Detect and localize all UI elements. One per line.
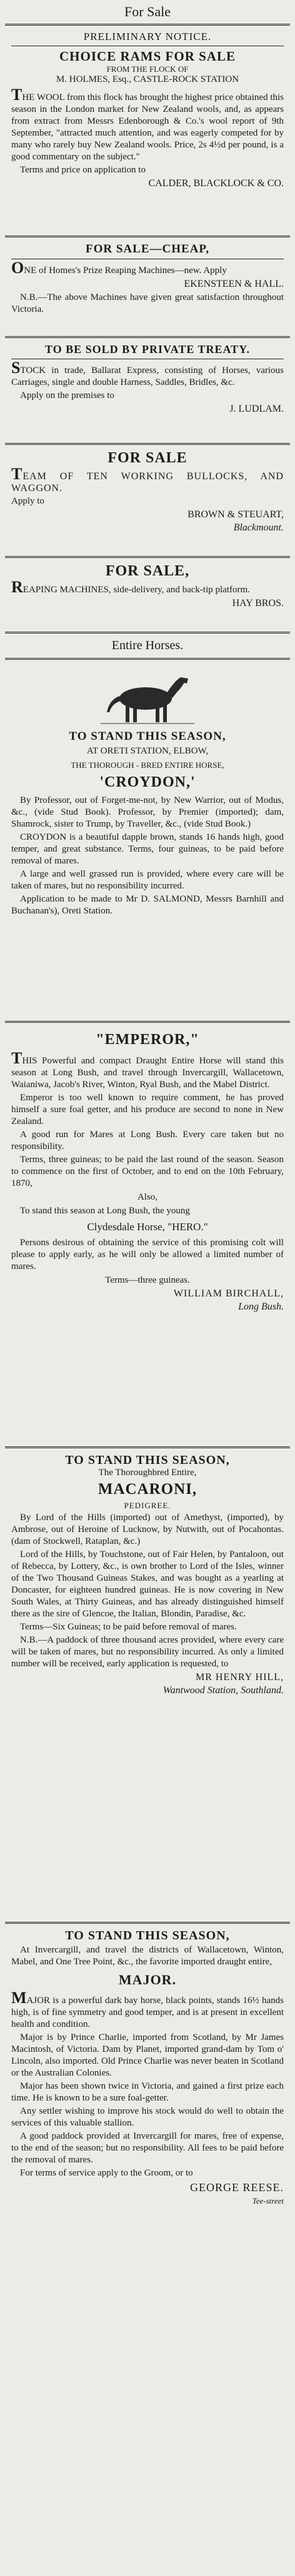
ad-paragraph: Major is by Prince Charlie, imported from Scotland, by Mr James Macintosh, of Victoria. Dam by Planet, imported grand-dam by Tom o' Lincoln, also imported. Old Prince Charlie was never beaten in Scotland or the Australian Colonies. xyxy=(11,2032,284,2078)
ad-paragraph: Lord of the Hills, by Touchstone, out of Fair Helen, by Pantaloon, out of Rebecca, by Lottery, &c., is own brother to Lord of the Isles, winner of the Two Thousand Guineas Stakes, and was bought as a yearling at Doncaster, for eighteen hundred guineas. He is now covering in New South Wales, at Thirty Guineas, and has already distinguished himself there as the sire of Glencoe, the Italian, Blondin, Paradise, &c. xyxy=(11,1549,284,1619)
horse-name: 'CROYDON,' xyxy=(99,774,196,790)
ad-private-treaty xyxy=(5,341,290,440)
divider xyxy=(5,658,290,660)
ad-paragraph: CROYDON is a beautiful dapple brown, stands 16 hands high, good temper, and great substance. Terms, four guineas, to be paid before removal of mares. xyxy=(11,832,284,866)
ad-signature: BROWN & STEUART, xyxy=(188,509,284,520)
ad-place: Wantwood Station, Southland. xyxy=(162,1685,284,1696)
ad-title: TO STAND THIS SEASON, xyxy=(65,1453,230,1467)
ad-paragraph: To stand this season at Long Bush, the young xyxy=(20,1206,190,1216)
ad-apply: Apply on the premises to xyxy=(20,390,114,400)
ad-paragraph: MAJOR is a powerful dark bay horse, black points, stands 16½ hands high, is of fine symmetry and good temper, and is at present in excellent health and condition. xyxy=(11,1989,284,2029)
ad-title: PRELIMINARY NOTICE. xyxy=(83,31,212,42)
ad-paragraph: A good run for Mares at Long Bush. Every care taken but no responsibility. xyxy=(11,1130,284,1151)
ad-paragraph: Major has been shown twice in Victoria, and gained a first prize each time. He is known to be a sure foal-getter. xyxy=(11,2081,284,2103)
ad-croydon xyxy=(5,662,290,1018)
ad-paragraph: Terms—Six Guineas; to be paid before removal of mares. xyxy=(20,1622,237,1632)
divider xyxy=(5,336,290,338)
ad-place: AT ORETI STATION, ELBOW, xyxy=(86,746,209,756)
ad-pedigree-label: PEDIGREE. xyxy=(124,1501,171,1510)
ad-paragraph: Any settler wishing to improve his stock would do well to obtain the services of this valuable stallion. xyxy=(11,2106,284,2128)
divider xyxy=(5,1446,290,1448)
ad-title: FOR SALE, xyxy=(105,563,190,579)
ad-place: Blackmount. xyxy=(233,522,284,533)
ad-title: TO STAND THIS SEASON, xyxy=(65,1929,230,1942)
ad-terms: Terms—three guineas. xyxy=(105,1275,190,1285)
ad-place: Long Bush. xyxy=(238,1301,284,1312)
ad-subheading: The Thoroughbred Entire, xyxy=(98,1468,197,1478)
ad-heading: CHOICE RAMS FOR SALE xyxy=(59,49,236,64)
divider xyxy=(5,1922,290,1924)
ad-title: TO BE SOLD BY PRIVATE TREATY. xyxy=(44,343,251,356)
ad-bullocks xyxy=(5,447,290,554)
divider xyxy=(5,1021,290,1023)
divider xyxy=(5,24,290,26)
ad-paragraph: Application to be made to Mr D. SALMOND, Messrs Barnhill and Buchanan's), Oreti Station. xyxy=(11,894,284,916)
ad-emperor xyxy=(5,1025,290,1444)
horse-name-secondary: Clydesdale Horse, "HERO." xyxy=(87,1221,208,1233)
ad-paragraph: At Invercargill, and travel the districts of Wallacetown, Winton, Mabel, and One Tree Point, &c., the favorite imported draught entire, xyxy=(11,1945,284,1967)
ad-note: N.B.—The above Machines have given great satisfaction throughout Victoria. xyxy=(11,292,284,314)
ad-paragraph: By Professor, out of Forget-me-not, by New Warrior, out of Modus, &c., (vide Stud Book). Professor, by Premier (imported); dam, Shamrock, sister to Trump, by Traveller, &c., (vide Stud Book.) xyxy=(11,795,284,829)
ad-paragraph: Persons desirous of obtaining the service of this promising colt will please to apply early, as he will only be allowed a limited number of mares. xyxy=(11,1238,284,1271)
ad-paragraph: A large and well grassed run is provided, where every care will be taken of mares, but no responsibility incurred. xyxy=(11,869,284,891)
ad-paragraph: THIS Powerful and compact Draught Entire Horse will stand this season at Long Bush, and travel through Invercargill, Wallacetown, Waianiwa, Jacob's River, Winton, Ryal Bush, and the Mabel District. xyxy=(11,1049,284,1090)
ad-major xyxy=(5,1926,290,2457)
ad-signature: WILLIAM BIRCHALL, xyxy=(173,1288,284,1299)
ad-body: STOCK in trade, Ballarat Express, consisting of Horses, various Carriages, single and double Harness, Saddles, Bridles, &c. xyxy=(11,359,284,387)
horse-name: "EMPEROR," xyxy=(96,1032,199,1048)
divider xyxy=(5,632,290,634)
horse-name: MACARONI, xyxy=(98,1481,198,1498)
ad-paragraph: Terms, three guineas; to be paid the last round of the season. Season to commence on the first of October, and to end on the 10th February, 1870, xyxy=(11,1155,284,1188)
ad-macaroni xyxy=(5,1451,290,1919)
horse-illustration xyxy=(101,669,194,726)
section-header-for-sale: For Sale xyxy=(124,4,171,19)
horse-name: MAJOR. xyxy=(118,1972,177,1987)
divider xyxy=(5,556,290,558)
ad-choice-rams xyxy=(5,28,290,233)
ad-reaping-machine xyxy=(5,240,290,334)
ad-paragraph: N.B.—A paddock of three thousand acres provided, where every care will be taken of mares, but no responsibility incurred. As only a limited number will be received, early application is requested, to xyxy=(11,1635,284,1669)
ad-signature: J. LUDLAM. xyxy=(229,404,284,414)
ad-signature: HAY BROS. xyxy=(232,598,284,609)
ad-title: FOR SALE—CHEAP, xyxy=(86,242,209,256)
ad-paragraph: A good paddock provided at Invercargill for mares, free of expense, to the end of the season; but no responsibility. All fees to be paid before the removal of mares. xyxy=(11,2131,284,2165)
ad-body: REAPING MACHINES, side-delivery, and back-tip platform. xyxy=(11,578,250,596)
ad-signature: EKENSTEEN & HALL. xyxy=(184,279,284,289)
ad-reaping-machines-hay xyxy=(5,560,290,629)
ad-place: Tee-street xyxy=(252,2196,284,2206)
ad-paragraph: By Lord of the Hills (imported) out of Amethyst, (imported), by Ambrose, out of Heroine of Lucknow, by Nutwith, out of Pocahontas. (dam of Stockwell, Rataplan, &c.) xyxy=(11,1513,284,1546)
divider xyxy=(5,443,290,445)
ad-also: Also, xyxy=(137,1192,158,1202)
ad-title: TO STAND THIS SEASON, xyxy=(69,730,226,743)
section-header-entire-horses: Entire Horses. xyxy=(111,639,184,652)
ad-signature: CALDER, BLACKLOCK & CO. xyxy=(148,178,284,189)
ad-signature: GEORGE REESE. xyxy=(190,2181,284,2194)
divider xyxy=(5,236,290,237)
ad-title: FOR SALE xyxy=(108,450,188,466)
newspaper-column xyxy=(5,0,290,2457)
ad-signature: MR HENRY HILL, xyxy=(196,1672,284,1683)
ad-paragraph: For terms of service apply to the Groom, or to xyxy=(20,2168,193,2178)
ad-body: TEAM OF TEN WORKING BULLOCKS, AND WAGGON. xyxy=(11,465,284,494)
ad-subheading: THE THOROUGH - BRED ENTIRE HORSE, xyxy=(71,760,224,770)
ad-body: THE WOOL from this flock has brought the highest price obtained this season in the London market for New Zealand wools, and, as appears from extract from Messrs Edenborough & Co.'s wool report of 9th September, "attracted much attention, and was eagerly competed for by many who rarely buy New Zealand wools. Price, 2s 4½d per pound, is a good commentary on the subject." xyxy=(11,86,284,162)
ad-apply: Apply to xyxy=(11,496,44,506)
ad-body: ONE of Homes's Prize Reaping Machines—new. Apply xyxy=(11,259,227,277)
ad-paragraph: Emperor is too well known to require comment, he has proved himself a sure foal getter, and his produce are second to none in New Zealand. xyxy=(11,1093,284,1126)
ad-terms: Terms and price on application to xyxy=(20,165,146,175)
ad-owner: M. HOLMES, Esq., CASTLE-ROCK STATION xyxy=(56,74,239,84)
ad-subheading: FROM THE FLOCK OF xyxy=(106,64,189,74)
